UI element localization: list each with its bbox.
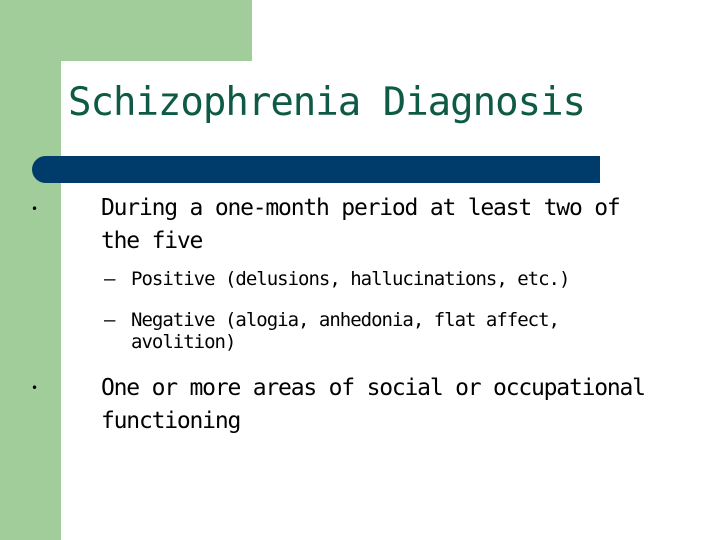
bullet-marker: •	[31, 202, 39, 216]
bullet-text-2: One or more areas of social or occupational functioning	[101, 375, 645, 434]
sub-bullet-text-negative: Negative (alogia, anhedonia, flat affect, avolition)	[131, 309, 559, 353]
sub-bullet-marker: –	[104, 268, 116, 290]
sub-bullet-text-positive: Positive (delusions, hallucinations, etc.)	[131, 268, 570, 290]
sub-bullet-marker: –	[104, 309, 116, 331]
bullet-text-1: During a one-month period at least two of the five	[101, 195, 620, 254]
slide-title: Schizophrenia Diagnosis	[68, 80, 586, 125]
bullet-marker: •	[31, 381, 39, 395]
